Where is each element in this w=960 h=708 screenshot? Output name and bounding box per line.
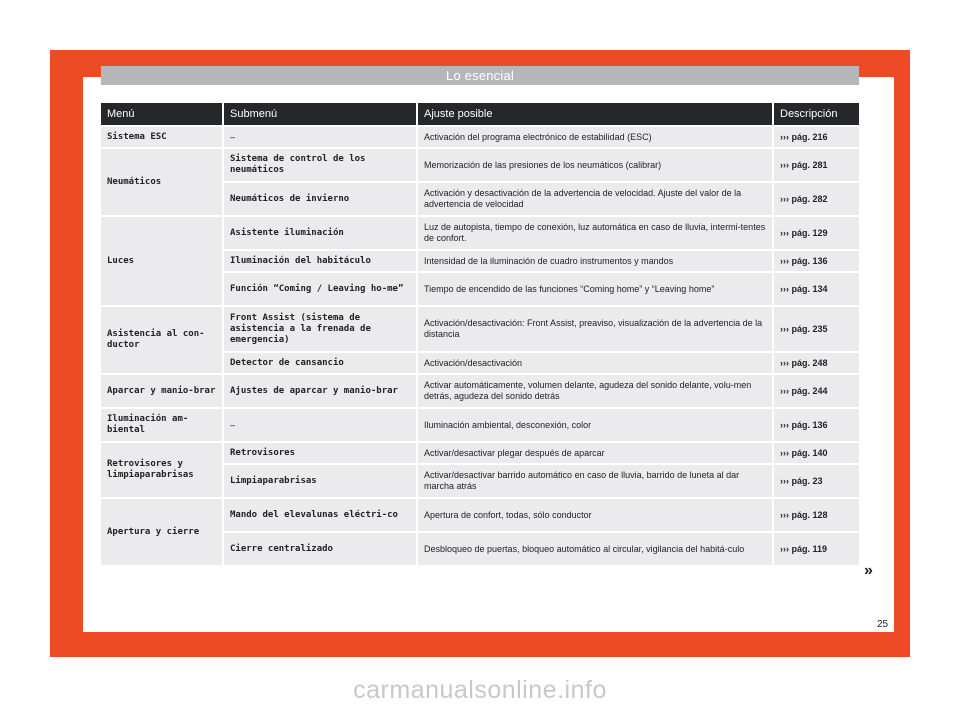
cell-page-reference[interactable]: ››› pág. 129: [774, 217, 859, 249]
cell-setting: Activar automáticamente, volumen delante, agudeza del sonido delante, volu-men detrás, agudeza del sonido detrás: [418, 375, 774, 407]
page-number: 25: [877, 619, 889, 630]
table-row: [101, 149, 859, 181]
cell-menu: Iluminación am-biental: [101, 409, 224, 441]
cell-submenu: Sistema de control de los neumáticos: [224, 149, 418, 181]
cell-setting: Activar/desactivar plegar después de aparcar: [418, 443, 774, 463]
cell-setting: Activación del programa electrónico de estabilidad (ESC): [418, 127, 774, 147]
header-setting: Ajuste posible: [418, 103, 774, 125]
cell-submenu: Mando del elevalunas eléctri-co: [224, 499, 418, 531]
cell-page-reference[interactable]: ››› pág. 136: [774, 409, 859, 441]
cell-menu: Asistencia al con-ductor: [101, 307, 224, 373]
cell-setting: Activación y desactivación de la advertencia de velocidad. Ajuste del valor de la advertencia de velocidad: [418, 183, 774, 215]
cell-setting: Activación/desactivación: Front Assist, preaviso, visualización de la advertencia de la distancia: [418, 307, 774, 351]
cell-submenu: Ajustes de aparcar y manio-brar: [224, 375, 418, 407]
cell-submenu: Limpiaparabrisas: [224, 465, 418, 497]
settings-table: [101, 101, 859, 567]
cell-submenu: Asistente iluminación: [224, 217, 418, 249]
cell-setting: Activación/desactivación: [418, 353, 774, 373]
header-description: Descripción: [774, 103, 859, 125]
cell-setting: Activar/desactivar barrido automático en caso de lluvia, barrido de luneta al dar marcha atrás: [418, 465, 774, 497]
cell-page-reference[interactable]: ››› pág. 216: [774, 127, 859, 147]
cell-submenu: –: [224, 409, 418, 441]
cell-submenu: Front Assist (sistema de asistencia a la frenada de emergencia): [224, 307, 418, 351]
cell-menu: Apertura y cierre: [101, 499, 224, 565]
cell-menu: Sistema ESC: [101, 127, 224, 147]
table-header-row: [101, 103, 859, 125]
page-title: Lo esencial: [101, 66, 859, 85]
cell-menu: Retrovisores y limpiaparabrisas: [101, 443, 224, 497]
header-submenu: Submenú: [224, 103, 418, 125]
cell-setting: Iluminación ambiental, desconexión, color: [418, 409, 774, 441]
cell-page-reference[interactable]: ››› pág. 128: [774, 499, 859, 531]
table-row: [101, 443, 859, 463]
cell-menu: Aparcar y manio-brar: [101, 375, 224, 407]
cell-setting: Apertura de confort, todas, sólo conductor: [418, 499, 774, 531]
cell-setting: Memorización de las presiones de los neumáticos (calibrar): [418, 149, 774, 181]
cell-submenu: Detector de cansancio: [224, 353, 418, 373]
table-row: [101, 499, 859, 531]
cell-menu: Neumáticos: [101, 149, 224, 215]
cell-submenu: Neumáticos de invierno: [224, 183, 418, 215]
continue-marker: »: [864, 562, 873, 579]
table-row: [101, 127, 859, 147]
cell-page-reference[interactable]: ››› pág. 235: [774, 307, 859, 351]
cell-page-reference[interactable]: ››› pág. 244: [774, 375, 859, 407]
cell-page-reference[interactable]: ››› pág. 140: [774, 443, 859, 463]
cell-setting: Luz de autopista, tiempo de conexión, luz automática en caso de lluvia, intermi-tentes de confort.: [418, 217, 774, 249]
table-body: [101, 127, 859, 565]
cell-setting: Intensidad de la iluminación de cuadro instrumentos y mandos: [418, 251, 774, 271]
cell-submenu: –: [224, 127, 418, 147]
table-row: [101, 217, 859, 249]
table-row: [101, 409, 859, 441]
cell-submenu: Iluminación del habitáculo: [224, 251, 418, 271]
cell-setting: Desbloqueo de puertas, bloqueo automático al circular, vigilancia del habitá-culo: [418, 533, 774, 565]
cell-submenu: Retrovisores: [224, 443, 418, 463]
cell-page-reference[interactable]: ››› pág. 281: [774, 149, 859, 181]
table-row: [101, 307, 859, 351]
watermark: carmanualsonline.info: [353, 676, 607, 704]
cell-page-reference[interactable]: ››› pág. 248: [774, 353, 859, 373]
table-row: [101, 375, 859, 407]
cell-page-reference[interactable]: ››› pág. 23: [774, 465, 859, 497]
cell-submenu: Función “Coming / Leaving ho-me”: [224, 273, 418, 305]
cell-page-reference[interactable]: ››› pág. 134: [774, 273, 859, 305]
cell-page-reference[interactable]: ››› pág. 282: [774, 183, 859, 215]
cell-menu: Luces: [101, 217, 224, 305]
header-menu: Menú: [101, 103, 224, 125]
cell-page-reference[interactable]: ››› pág. 119: [774, 533, 859, 565]
cell-setting: Tiempo de encendido de las funciones “Coming home” y “Leaving home”: [418, 273, 774, 305]
cell-page-reference[interactable]: ››› pág. 136: [774, 251, 859, 271]
cell-submenu: Cierre centralizado: [224, 533, 418, 565]
